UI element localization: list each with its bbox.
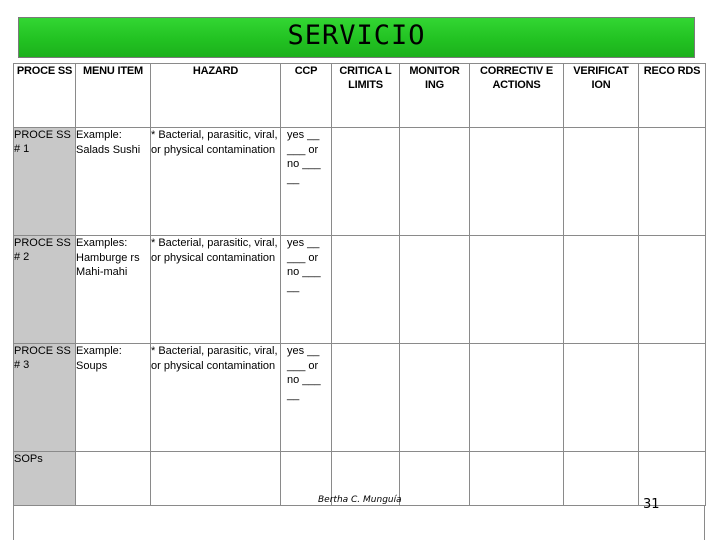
ccp-cell: yes __ ___ or no ___ __ xyxy=(281,236,332,344)
title-bar xyxy=(18,17,695,58)
critical-limits-cell[interactable] xyxy=(332,236,400,344)
corrective-actions-cell[interactable] xyxy=(470,344,564,452)
menu-item-cell: Examples: Hamburge rs Mahi-mahi xyxy=(76,236,151,344)
corrective-actions-cell[interactable] xyxy=(470,236,564,344)
hazard-cell: * Bacterial, parasitic, viral, or physical contamination xyxy=(151,128,281,236)
verification-cell[interactable] xyxy=(564,236,639,344)
process-cell: PROCE SS # 3 xyxy=(14,344,76,452)
haccp-table xyxy=(13,63,706,506)
menu-item-cell: Example: Salads Sushi xyxy=(76,128,151,236)
header-process: PROCE SS xyxy=(14,64,76,128)
process-cell: PROCE SS # 1 xyxy=(14,128,76,236)
header-menu-item: MENU ITEM xyxy=(76,64,151,128)
header-critical-limits: CRITICA L LIMITS xyxy=(332,64,400,128)
ccp-cell: yes __ ___ or no ___ __ xyxy=(281,128,332,236)
sops-cell[interactable] xyxy=(76,452,151,506)
monitoring-cell[interactable] xyxy=(400,344,470,452)
hazard-cell: * Bacterial, parasitic, viral, or physical contamination xyxy=(151,236,281,344)
records-cell[interactable] xyxy=(639,128,706,236)
footer-box xyxy=(13,505,705,540)
header-monitoring: MONITOR ING xyxy=(400,64,470,128)
ccp-cell: yes __ ___ or no ___ __ xyxy=(281,344,332,452)
critical-limits-cell[interactable] xyxy=(332,128,400,236)
header-hazard: HAZARD xyxy=(151,64,281,128)
sops-cell[interactable] xyxy=(151,452,281,506)
table-row xyxy=(14,236,706,344)
sops-label: SOPs xyxy=(14,452,76,506)
sops-cell[interactable] xyxy=(400,452,470,506)
table-row xyxy=(14,128,706,236)
page-number: 31 xyxy=(643,497,660,512)
sops-cell[interactable] xyxy=(470,452,564,506)
hazard-cell: * Bacterial, parasitic, viral, or physical contamination xyxy=(151,344,281,452)
author-credit: Bertha C. Munguía xyxy=(318,495,402,505)
corrective-actions-cell[interactable] xyxy=(470,128,564,236)
verification-cell[interactable] xyxy=(564,128,639,236)
table-row xyxy=(14,344,706,452)
page-title: SERVICIO xyxy=(287,20,426,51)
records-cell[interactable] xyxy=(639,236,706,344)
header-records: RECO RDS xyxy=(639,64,706,128)
records-cell[interactable] xyxy=(639,344,706,452)
sops-cell[interactable] xyxy=(564,452,639,506)
header-ccp: CCP xyxy=(281,64,332,128)
menu-item-cell: Example: Soups xyxy=(76,344,151,452)
verification-cell[interactable] xyxy=(564,344,639,452)
header-row xyxy=(14,64,706,128)
critical-limits-cell[interactable] xyxy=(332,344,400,452)
header-verification: VERIFICAT ION xyxy=(564,64,639,128)
monitoring-cell[interactable] xyxy=(400,236,470,344)
monitoring-cell[interactable] xyxy=(400,128,470,236)
process-cell: PROCE SS # 2 xyxy=(14,236,76,344)
header-corrective-actions: CORRECTIV E ACTIONS xyxy=(470,64,564,128)
